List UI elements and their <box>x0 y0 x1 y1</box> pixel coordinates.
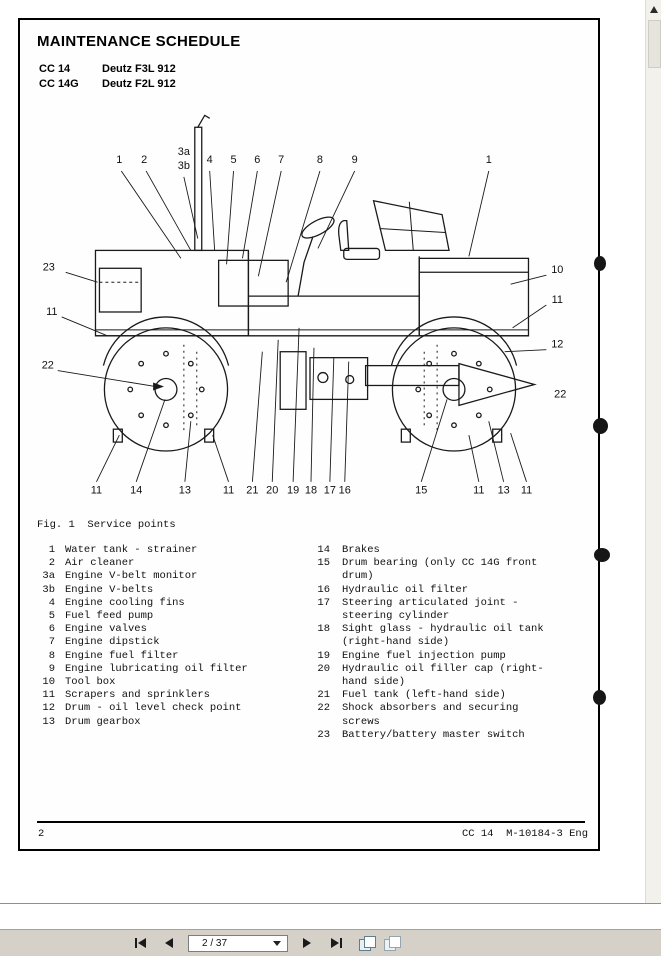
right-fender <box>391 317 516 366</box>
binder-hole-mark <box>594 256 606 271</box>
vertical-scrollbar[interactable] <box>645 0 661 903</box>
service-point-label: Fuel tank (left-hand side) <box>342 689 506 702</box>
binder-hole-mark <box>593 690 606 705</box>
page-navigation <box>130 934 401 952</box>
service-point-row <box>300 597 549 623</box>
diagram-callout-6: 6 <box>254 154 261 167</box>
diagram-callout-11: 11 <box>90 484 103 497</box>
service-point-label: Engine fuel injection pump <box>342 649 506 662</box>
service-point-row <box>300 623 549 649</box>
figure-caption: Fig. 1 Service points <box>37 519 176 531</box>
last-page-button[interactable] <box>326 935 346 951</box>
service-point-row <box>22 597 287 610</box>
service-point-label: Engine lubricating oil filter <box>65 662 248 675</box>
machine-drawing <box>95 115 534 451</box>
service-point-label: Water tank - strainer <box>65 544 198 556</box>
service-points-column-left <box>22 544 287 729</box>
first-page-button[interactable] <box>130 935 150 951</box>
arrow-up-icon <box>650 6 658 13</box>
machine-body <box>95 250 528 335</box>
next-page-button[interactable] <box>297 935 317 951</box>
service-point-label: Tool box <box>65 676 116 689</box>
page-indicator-value: 2 / 37 <box>202 937 228 949</box>
service-point-row <box>300 544 549 557</box>
document-reference: CC 14 M-10184-3 Eng <box>461 828 588 840</box>
service-point-row <box>22 716 287 729</box>
page-title: MAINTENANCE SCHEDULE <box>37 33 241 50</box>
service-point-label: Steering articulated joint - steering cylinder <box>342 596 519 623</box>
service-point-label: Hydraulic oil filler cap (right-hand side) <box>342 662 544 689</box>
articulation-joint <box>280 352 534 410</box>
diagram-callout-11: 11 <box>520 484 533 497</box>
service-point-label: Drum gearbox <box>65 715 141 728</box>
service-point-row <box>300 663 549 689</box>
service-point-row <box>300 729 549 742</box>
page-indicator-dropdown[interactable] <box>188 935 288 952</box>
diagram-callout-3a: 3a <box>177 146 190 159</box>
service-point-number: 7 <box>48 636 55 649</box>
snapshot-tool-button[interactable] <box>359 936 376 951</box>
service-point-row <box>22 663 287 676</box>
previous-page-button[interactable] <box>159 935 179 951</box>
service-point-label: Engine dipstick <box>65 636 160 649</box>
callout-numbers <box>42 146 567 497</box>
service-point-number: 12 <box>42 702 55 715</box>
diagram-callout-4: 4 <box>206 154 213 167</box>
service-point-row <box>22 623 287 636</box>
diagram-callout-20: 20 <box>266 484 279 497</box>
diagram-callout-11: 11 <box>222 484 235 497</box>
status-strip <box>0 903 661 929</box>
diagram-callout-22: 22 <box>554 388 567 401</box>
service-point-label: Engine valves <box>65 623 147 636</box>
service-point-number: 23 <box>317 728 330 741</box>
page-number: 2 <box>38 828 45 840</box>
diagram-callout-11: 11 <box>551 294 563 307</box>
diagram-callout-10: 10 <box>551 264 564 277</box>
binder-hole-mark <box>593 418 608 434</box>
diagram-callout-16: 16 <box>338 484 351 497</box>
service-point-row <box>22 557 287 570</box>
service-point-label: Brakes <box>342 544 380 556</box>
service-point-label: Sight glass - hydraulic oil tank (right-hand side) <box>342 623 544 649</box>
diagram-callout-18: 18 <box>304 484 318 497</box>
service-point-label: Engine fuel filter <box>65 649 179 662</box>
diagram-callout-9: 9 <box>351 154 358 167</box>
service-point-label: Engine cooling fins <box>65 596 185 609</box>
diagram-callout-5: 5 <box>230 154 237 167</box>
diagram-callout-1: 1 <box>485 154 492 167</box>
service-point-row <box>22 636 287 649</box>
service-point-number: 3b <box>42 583 55 596</box>
footer-rule <box>37 821 585 823</box>
service-point-label: Air cleaner <box>65 557 135 570</box>
diagram-callout-13: 13 <box>178 484 191 497</box>
service-point-number: 1 <box>48 544 55 556</box>
service-point-row <box>300 650 549 663</box>
service-point-label: Scrapers and sprinklers <box>65 689 210 702</box>
service-point-label: Shock absorbers and securing screws <box>342 702 519 728</box>
service-point-number: 2 <box>48 557 55 570</box>
service-point-number: 19 <box>317 649 330 662</box>
model-row <box>39 77 176 92</box>
service-point-number: 11 <box>42 689 55 702</box>
service-point-row <box>22 689 287 702</box>
service-point-label: Battery/battery master switch <box>342 728 525 741</box>
service-point-row <box>22 610 287 623</box>
leader-lines <box>58 171 547 482</box>
service-point-number: 5 <box>48 610 55 623</box>
previous-page-icon <box>165 938 173 948</box>
service-point-number: 22 <box>317 702 330 715</box>
document-page <box>18 18 600 851</box>
service-point-row <box>300 702 549 728</box>
scrollbar-thumb[interactable] <box>648 20 661 68</box>
service-point-number: 17 <box>317 596 330 609</box>
diagram-callout-14: 14 <box>130 484 143 497</box>
diagram-callout-15: 15 <box>415 484 428 497</box>
diagram-callout-19: 19 <box>287 484 300 497</box>
service-point-label: Drum bearing (only CC 14G front drum) <box>342 557 538 583</box>
service-point-row <box>22 570 287 583</box>
service-point-number: 13 <box>42 715 55 728</box>
service-point-label: Fuel feed pump <box>65 610 154 623</box>
diagram-callout-2: 2 <box>141 154 148 167</box>
diagram-callout-7: 7 <box>278 154 285 167</box>
last-page-icon <box>331 938 339 948</box>
canopy-frame <box>374 201 449 251</box>
diagram-callout-11: 11 <box>473 484 485 497</box>
service-point-label: Drum - oil level check point <box>65 702 242 715</box>
diagram-callout-13: 13 <box>497 484 510 497</box>
diagram-callout-17: 17 <box>323 484 336 497</box>
service-point-number: 9 <box>48 662 55 675</box>
engine-name: Deutz F3L 912 <box>102 63 176 75</box>
diagram-callout-3b: 3b <box>177 159 190 172</box>
diagram-callout-21: 21 <box>246 484 259 497</box>
service-point-number: 18 <box>317 623 330 636</box>
model-name: CC 14 <box>39 63 71 75</box>
service-point-label: Engine V-belt monitor <box>65 570 198 583</box>
service-point-row <box>22 584 287 597</box>
binder-hole-mark <box>594 548 610 562</box>
left-fender <box>103 317 228 366</box>
exhaust-stack <box>195 115 210 250</box>
service-point-number: 14 <box>317 544 330 556</box>
service-point-label: Engine V-belts <box>65 583 154 596</box>
service-point-row <box>22 676 287 689</box>
diagram-callout-12: 12 <box>551 338 564 351</box>
diagram-callout-8: 8 <box>316 154 323 167</box>
service-point-number: 16 <box>317 583 330 596</box>
tool-icon-group <box>359 936 401 951</box>
service-point-number: 8 <box>48 649 55 662</box>
model-name: CC 14G <box>39 78 79 90</box>
first-page-icon <box>135 938 137 948</box>
scroll-up-button[interactable] <box>646 2 661 16</box>
service-point-number: 15 <box>317 557 330 570</box>
scrapers <box>113 429 501 442</box>
service-point-row <box>22 650 287 663</box>
service-point-label: Hydraulic oil filter <box>342 583 469 596</box>
diagram-callout-23: 23 <box>42 261 55 274</box>
model-row <box>39 62 176 77</box>
model-list <box>39 62 176 92</box>
engine-name: Deutz F2L 912 <box>102 78 176 90</box>
service-point-row <box>22 544 287 557</box>
service-points-column-right <box>300 544 549 742</box>
roller-diagram <box>20 100 598 520</box>
copy-page-tool-button[interactable] <box>384 936 401 951</box>
service-point-number: 10 <box>42 676 55 689</box>
next-page-icon <box>303 938 311 948</box>
steering-wheel <box>298 213 337 296</box>
service-point-row <box>300 584 549 597</box>
diagram-callout-1: 1 <box>116 154 123 167</box>
service-point-number: 21 <box>317 689 330 702</box>
diagram-callout-11: 11 <box>46 305 58 318</box>
service-point-number: 3a <box>42 570 55 583</box>
service-point-row <box>22 702 287 715</box>
diagram-callout-22: 22 <box>41 359 54 372</box>
service-point-number: 4 <box>48 596 55 609</box>
service-point-row <box>300 557 549 583</box>
service-point-number: 6 <box>48 623 55 636</box>
chevron-down-icon <box>273 941 281 946</box>
service-point-number: 20 <box>317 662 330 675</box>
service-point-row <box>300 689 549 702</box>
operator-seat <box>339 221 380 260</box>
